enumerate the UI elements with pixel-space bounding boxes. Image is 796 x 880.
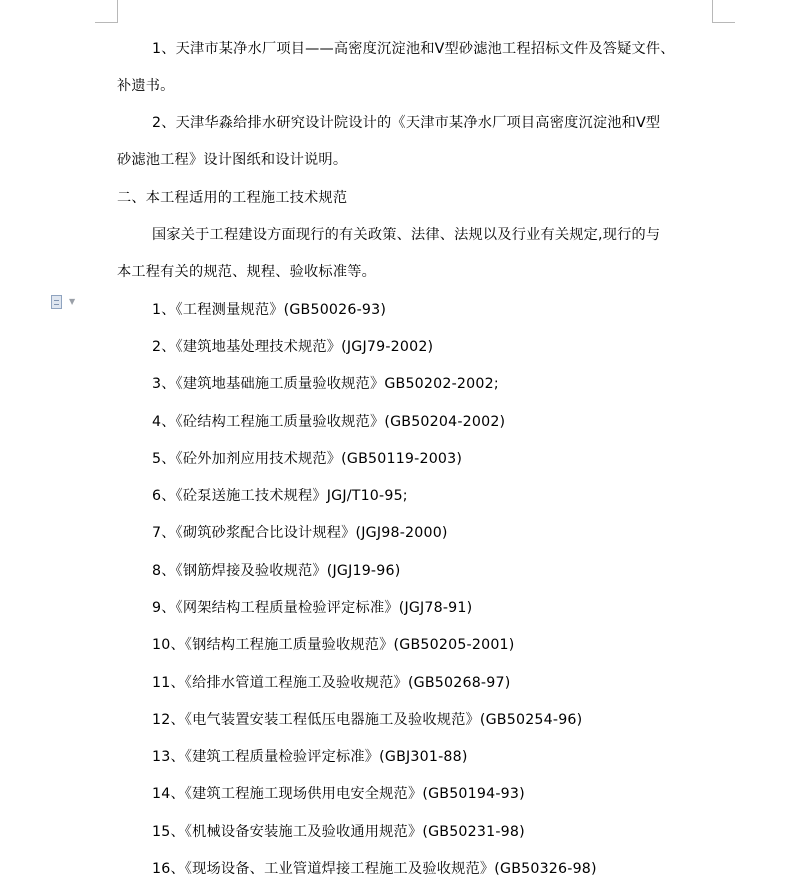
list-item: 5、《砼外加剂应用技术规范》(GB50119-2003) — [152, 451, 463, 467]
paragraph-line: 砂滤池工程》设计图纸和设计说明。 — [117, 152, 348, 168]
list-item: 1、《工程测量规范》(GB50026-93) — [152, 302, 387, 318]
list-item: 3、《建筑地基础施工质量验收规范》GB50202-2002; — [152, 376, 499, 392]
list-item: 9、《网架结构工程质量检验评定标准》(JGJ78-91) — [152, 600, 473, 616]
paragraph-options-icon[interactable] — [51, 295, 79, 313]
list-item: 7、《砌筑砂浆配合比设计规程》(JGJ98-2000) — [152, 525, 448, 541]
paragraph-line: 国家关于工程建设方面现行的有关政策、法律、法规以及行业有关规定,现行的与 — [152, 227, 661, 243]
list-item: 16、《现场设备、工业管道焊接工程施工及验收规范》(GB50326-98) — [152, 861, 597, 877]
list-item: 4、《砼结构工程施工质量验收规范》(GB50204-2002) — [152, 414, 506, 430]
list-item: 14、《建筑工程施工现场供用电安全规范》(GB50194-93) — [152, 786, 525, 802]
list-item: 15、《机械设备安装施工及验收通用规范》(GB50231-98) — [152, 824, 525, 840]
paragraph-line: 补遗书。 — [117, 78, 175, 94]
chevron-down-icon: ▼ — [69, 297, 76, 306]
list-item: 8、《钢筋焊接及验收规范》(JGJ19-96) — [152, 563, 401, 579]
paragraph-line: 本工程有关的规范、规程、验收标准等。 — [117, 264, 376, 280]
list-item: 10、《钢结构工程施工质量验收规范》(GB50205-2001) — [152, 637, 515, 653]
paragraph-line: 2、天津华淼给排水研究设计院设计的《天津市某净水厂项目高密度沉淀池和V型 — [152, 115, 661, 131]
page-corner-mark-left — [95, 0, 118, 23]
list-item: 2、《建筑地基处理技术规范》(JGJ79-2002) — [152, 339, 434, 355]
list-item: 6、《砼泵送施工技术规程》JGJ/T10-95; — [152, 488, 408, 504]
list-item: 12、《电气装置安装工程低压电器施工及验收规范》(GB50254-96) — [152, 712, 583, 728]
paragraph-line: 1、天津市某净水厂项目——高密度沉淀池和V型砂滤池工程招标文件及答疑文件、 — [152, 41, 675, 57]
list-item: 11、《给排水管道工程施工及验收规范》(GB50268-97) — [152, 675, 511, 691]
section-heading: 二、本工程适用的工程施工技术规范 — [117, 190, 348, 206]
list-item: 13、《建筑工程质量检验评定标准》(GBJ301-88) — [152, 749, 468, 765]
page-corner-mark-right — [712, 0, 735, 23]
document-icon — [51, 295, 62, 309]
